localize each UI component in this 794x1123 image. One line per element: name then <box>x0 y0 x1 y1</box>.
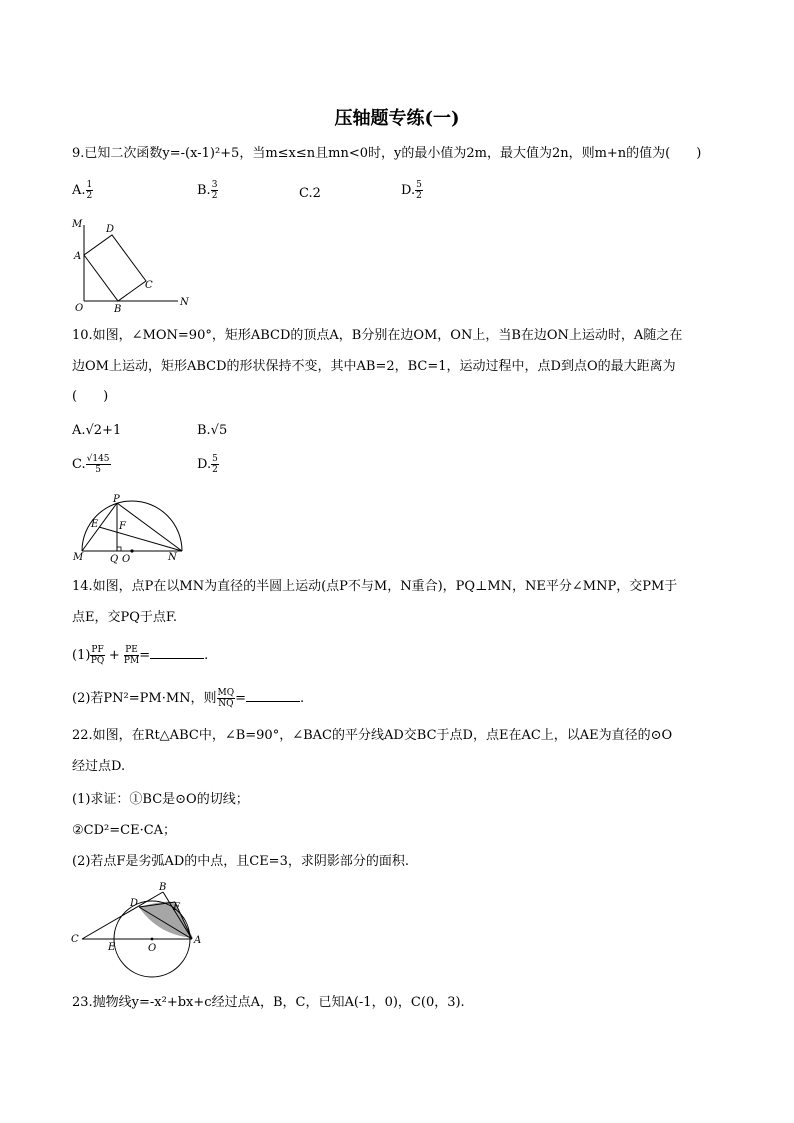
q10-line2: 边OM上运动，矩形ABCD的形状保持不变，其中AB=2，BC=1，运动过程中，点D到点O的最大距离为 <box>72 359 676 374</box>
fig10-label-a: A <box>74 251 82 262</box>
fig10-label-c: C <box>145 280 153 291</box>
q9-option-d: D. $\frac{5}{2}$ <box>401 180 422 201</box>
fig10-label-m: M <box>72 219 83 230</box>
fig14-label-m: M <box>73 552 84 563</box>
answer-blank-1[interactable] <box>150 646 204 659</box>
q9-option-c: C.2 <box>299 186 321 201</box>
fig14-label-o: O <box>122 554 131 565</box>
q9-option-b: B. $\frac{3}{2}$ <box>197 180 218 201</box>
fig10-label-b: B <box>114 304 122 315</box>
fig22-label-b: B <box>159 882 167 893</box>
q10-option-a: A.√2+1 <box>72 423 122 438</box>
q22-line4: ②CD²=CE·CA； <box>72 823 177 838</box>
fig22-label-e: E <box>108 942 116 953</box>
figure-semicircle <box>70 494 185 566</box>
fig14-label-n: N <box>168 552 177 563</box>
q22-line3: (1)求证：①BC是⊙O的切线； <box>72 792 249 807</box>
fig22-label-o: O <box>148 943 157 954</box>
q22-line2: 经过点D. <box>72 759 126 774</box>
q22-line5: (2)若点F是劣弧AD的中点，且CE=3，求阴影部分的面积. <box>72 854 409 869</box>
fig10-label-d: D <box>106 224 115 235</box>
q14-line1: 14.如图，点P在以MN为直径的半圆上运动(点P不与M，N重合)，PQ⊥MN，NE平分∠MNP，交PM于 <box>72 579 678 594</box>
q9-option-a: A. $\frac{1}{2}$ <box>72 180 93 201</box>
fig14-label-q: Q <box>110 554 119 565</box>
fig22-label-d: D <box>130 898 139 909</box>
answer-blank-2[interactable] <box>246 689 300 702</box>
q14-part2: (2)若PN²=PM·MN，则 $\frac{MQ}{NQ}$ = . <box>72 688 305 709</box>
fig22-label-a: A <box>194 935 202 946</box>
fig22-label-f: F <box>173 902 180 913</box>
q14-line2: 点E，交PQ于点F. <box>72 610 178 625</box>
q10-option-c: C. $\frac{√145}{5}$ <box>72 454 110 475</box>
fig14-label-e: E <box>91 519 99 530</box>
figure-rectangle-abcd <box>70 215 200 315</box>
fig10-label-n: N <box>180 297 189 308</box>
fig22-label-c: C <box>71 934 79 945</box>
q23-line1: 23.抛物线y=-x²+bx+c经过点A，B，C，已知A(-1，0)，C(0，3). <box>72 995 465 1010</box>
fig10-label-o: O <box>75 303 84 314</box>
fig14-label-f: F <box>119 521 126 532</box>
q10-option-d: D. $\frac{5}{2}$ <box>197 454 218 475</box>
q10-option-b: B.√5 <box>197 423 228 438</box>
figure-triangle-circle <box>68 880 208 980</box>
q14-part1: (1) $\frac{PF}{PQ}$ + $\frac{PE}{PM}$ = . <box>72 645 209 666</box>
page-title: 压轴题专练(一) <box>334 108 460 129</box>
fig14-label-p: P <box>113 494 120 505</box>
q22-line1: 22.如图，在Rt△ABC中，∠B=90°，∠BAC的平分线AD交BC于点D，点E在AC上，以AE为直径的⊙O <box>72 728 673 743</box>
q9-stem: 9.已知二次函数y=-(x-1)²+5，当m≤x≤n且mn<0时，y的最小值为2m，最大值为2n，则m+n的值为( ) <box>72 146 702 161</box>
q10-line1: 10.如图，∠MON=90°，矩形ABCD的顶点A，B分别在边OM，ON上，当B在边ON上运动时，A随之在 <box>72 328 683 343</box>
q10-line3: ( ) <box>72 389 109 404</box>
